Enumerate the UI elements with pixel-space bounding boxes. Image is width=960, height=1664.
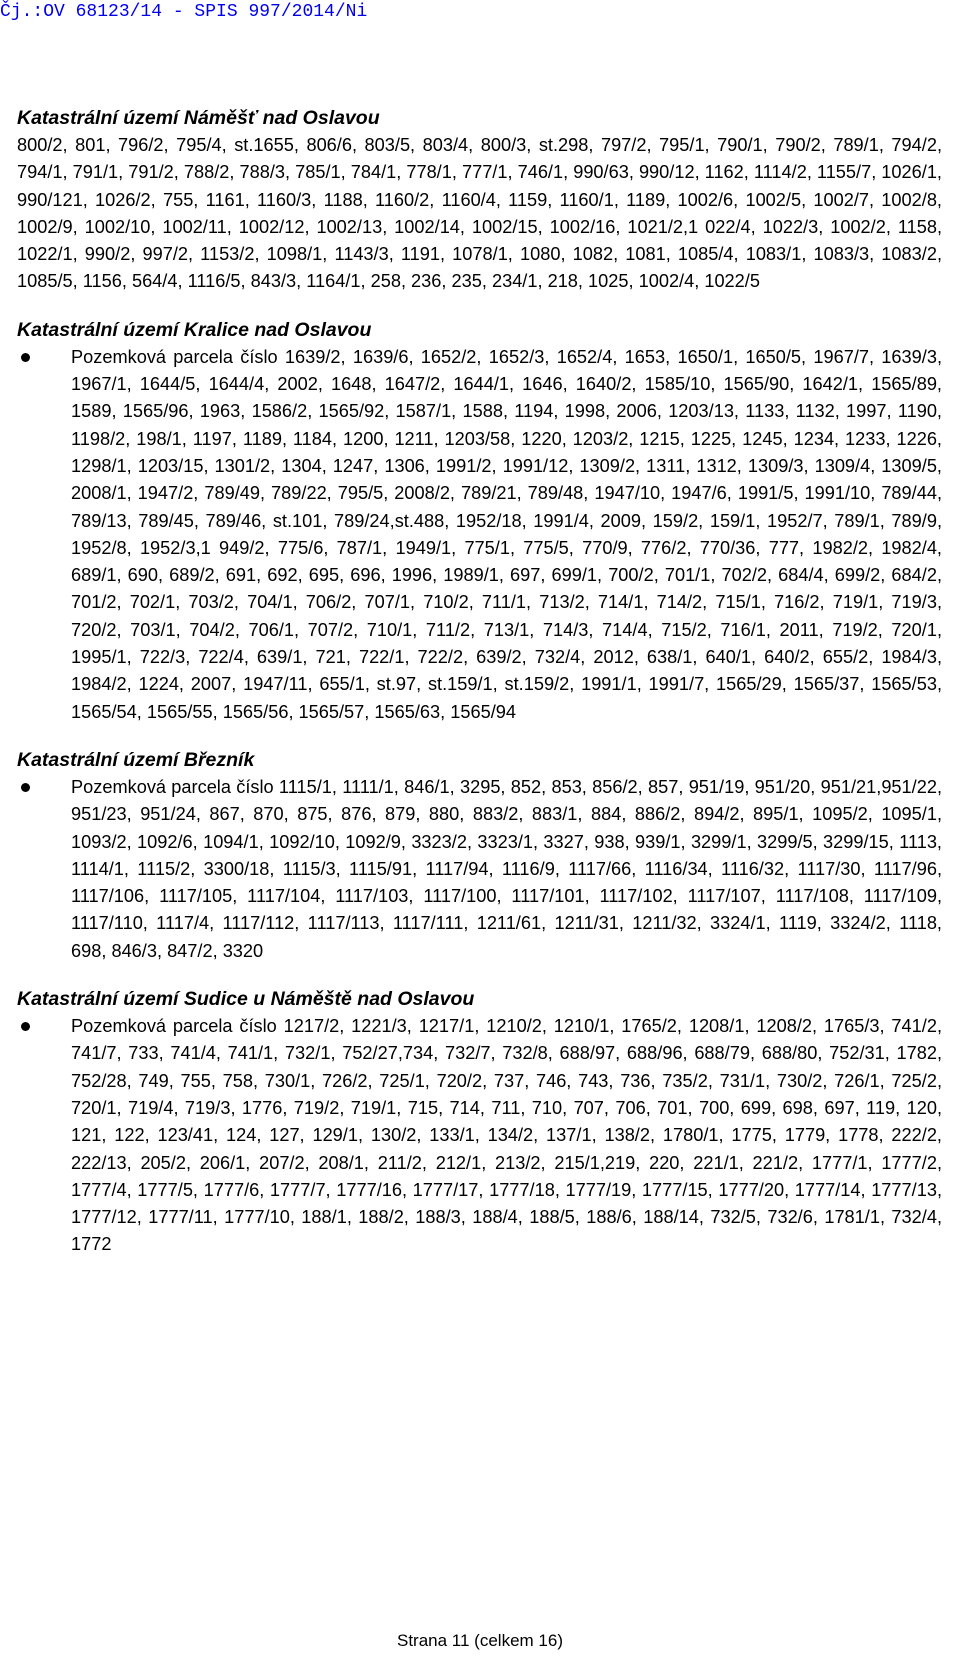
document-body bbox=[17, 104, 942, 1259]
section-breznik bbox=[17, 746, 942, 965]
section-kralice bbox=[17, 316, 942, 726]
document-reference: Čj.:OV 68123/14 - SPIS 997/2014/Ni bbox=[0, 2, 368, 22]
section-title: Katastrální území Náměšť nad Oslavou bbox=[17, 107, 380, 129]
bullet-item bbox=[17, 1013, 942, 1259]
bullet-icon bbox=[21, 783, 30, 792]
section-sudice bbox=[17, 985, 942, 1259]
section-title: Katastrální území Březník bbox=[17, 748, 255, 771]
bullet-icon bbox=[21, 353, 30, 362]
bullet-icon bbox=[21, 1022, 30, 1031]
section-title: Katastrální území Kralice nad Oslavou bbox=[17, 318, 372, 341]
bullet-item bbox=[17, 344, 942, 726]
parcel-list: Pozemková parcela číslo 1115/1, 1111/1, 846/1, 3295, 852, 853, 856/2, 857, 951/19, 951/20, 951/21,951/22, 951/23, 951/24, 867, 870, 875, 876, 879, 880, 883/2, 883/1, 884, 886/2, 894/2, 895/1, 1095/2, 1095/1, 1093/2, 1092/6, 1094/1, 1092/10, 1092/9, 3323/2, 3323/1, 3327, 938, 939/1, 3299/1, 3299/5, 3299/15, 1113, 1114/1, 1115/2, 3300/18, 1115/3, 1115/91, 1117/94, 1116/9, 1117/66, 1116/34, 1116/32, 1117/30, 1117/96, 1117/106, 1117/105, 1117/104, 1117/103, 1117/100, 1117/101, 1117/102, 1117/107, 1117/108, 1117/109, 1117/110, 1117/4, 1117/112, 1117/113, 1117/111, 1211/61, 1211/31, 1211/32, 3324/1, 1119, 3324/2, 1118, 698, 846/3, 847/2, 3320 bbox=[71, 776, 942, 961]
parcel-list: 800/2, 801, 796/2, 795/4, st.1655, 806/6, 803/5, 803/4, 800/3, st.298, 797/2, 795/1, 790/1, 790/2, 789/1, 794/2, 794/1, 791/1, 791/2, 788/2, 788/3, 785/1, 784/1, 778/1, 777/1, 746/1, 990/63, 990/12, 1162, 1114/2, 1155/7, 1026/1, 990/121, 1026/2, 755, 1161, 1160/3, 1188, 1160/2, 1160/4, 1159, 1160/1, 1189, 1002/6, 1002/5, 1002/7, 1002/8, 1002/9, 1002/10, 1002/11, 1002/12, 1002/13, 1002/14, 1002/15, 1002/16, 1021/2,1 022/4, 1022/3, 1002/2, 1158, 1022/1, 990/2, 997/2, 1153/2, 1098/1, 1143/3, 1191, 1078/1, 1080, 1082, 1081, 1085/4, 1083/1, 1083/3, 1083/2, 1085/5, 1156, 564/4, 1116/5, 843/3, 1164/1, 258, 236, 235, 234/1, 218, 1025, 1002/4, 1022/5 bbox=[17, 135, 942, 292]
parcel-list: Pozemková parcela číslo 1639/2, 1639/6, 1652/2, 1652/3, 1652/4, 1653, 1650/1, 1650/5, 1967/7, 1639/3, 1967/1, 1644/5, 1644/4, 2002, 1648, 1647/2, 1644/1, 1646, 1640/2, 1585/10, 1565/90, 1642/1, 1565/89, 1589, 1565/96, 1963, 1586/2, 1565/92, 1587/1, 1588, 1194, 1998, 2006, 1203/13, 1133, 1132, 1997, 1190, 1198/2, 198/1, 1197, 1189, 1184, 1200, 1211, 1203/58, 1220, 1203/2, 1215, 1225, 1245, 1234, 1233, 1226, 1298/1, 1203/15, 1301/2, 1304, 1247, 1306, 1991/2, 1991/12, 1309/2, 1311, 1312, 1309/3, 1309/4, 1309/5, 2008/1, 1947/2, 789/49, 789/22, 795/5, 2008/2, 789/21, 789/48, 1947/10, 1947/6, 1991/5, 1991/10, 789/44, 789/13, 789/45, 789/46, st.101, 789/24,st.488, 1952/18, 1991/4, 2009, 159/2, 159/1, 1952/7, 789/1, 789/9, 1952/8, 1952/3,1 949/2, 775/6, 787/1, 1949/1, 775/1, 775/5, 770/9, 776/2, 770/36, 777, 1982/2, 1982/4, 689/1, 690, 689/2, 691, 692, 695, 696, 1996, 1989/1, 697, 699/1, 700/2, 701/1, 702/2, 684/4, 699/2, 684/2, 701/2, 702/1, 703/2, 704/1, 706/2, 707/1, 710/2, 711/1, 713/2, 714/1, 714/2, 715/1, 716/2, 719/1, 719/3, 720/2, 703/1, 704/2, 706/1, 707/2, 710/1, 711/2, 713/1, 714/3, 714/4, 715/2, 716/1, 2011, 719/2, 720/1, 1995/1, 722/3, 722/4, 639/1, 721, 722/1, 722/2, 639/2, 732/4, 2012, 638/1, 640/1, 640/2, 655/2, 1984/3, 1984/2, 1224, 2007, 1947/11, 655/1, st.97, st.159/1, st.159/2, 1991/1, 1991/7, 1565/29, 1565/37, 1565/53, 1565/54, 1565/55, 1565/56, 1565/57, 1565/63, 1565/94 bbox=[71, 346, 942, 722]
page-number: Strana 11 (celkem 16) bbox=[397, 1631, 563, 1650]
bullet-item bbox=[17, 774, 942, 965]
section-namest bbox=[17, 104, 942, 296]
parcel-list: Pozemková parcela číslo 1217/2, 1221/3, 1217/1, 1210/2, 1210/1, 1765/2, 1208/1, 1208/2, 1765/3, 741/2, 741/7, 733, 741/4, 741/1, 732/1, 752/27,734, 732/7, 732/8, 688/97, 688/96, 688/79, 688/80, 752/31, 1782, 752/28, 749, 755, 758, 730/1, 726/2, 725/1, 720/2, 737, 746, 743, 736, 735/2, 731/1, 730/2, 726/1, 725/2, 720/1, 719/4, 719/3, 1776, 719/2, 719/1, 715, 714, 711, 710, 707, 706, 701, 700, 699, 698, 697, 119, 120, 121, 122, 123/41, 124, 127, 129/1, 130/2, 133/1, 134/2, 137/1, 138/2, 1780/1, 1775, 1779, 1778, 222/2, 222/13, 205/2, 206/1, 207/2, 208/1, 211/2, 212/1, 213/2, 215/1,219, 220, 221/1, 221/2, 1777/1, 1777/2, 1777/4, 1777/5, 1777/6, 1777/7, 1777/16, 1777/17, 1777/18, 1777/19, 1777/15, 1777/20, 1777/14, 1777/13, 1777/12, 1777/11, 1777/10, 188/1, 188/2, 188/3, 188/4, 188/5, 188/6, 188/14, 732/5, 732/6, 1781/1, 732/4, 1772 bbox=[71, 1016, 942, 1255]
section-title: Katastrální území Sudice u Náměště nad Oslavou bbox=[17, 988, 475, 1011]
